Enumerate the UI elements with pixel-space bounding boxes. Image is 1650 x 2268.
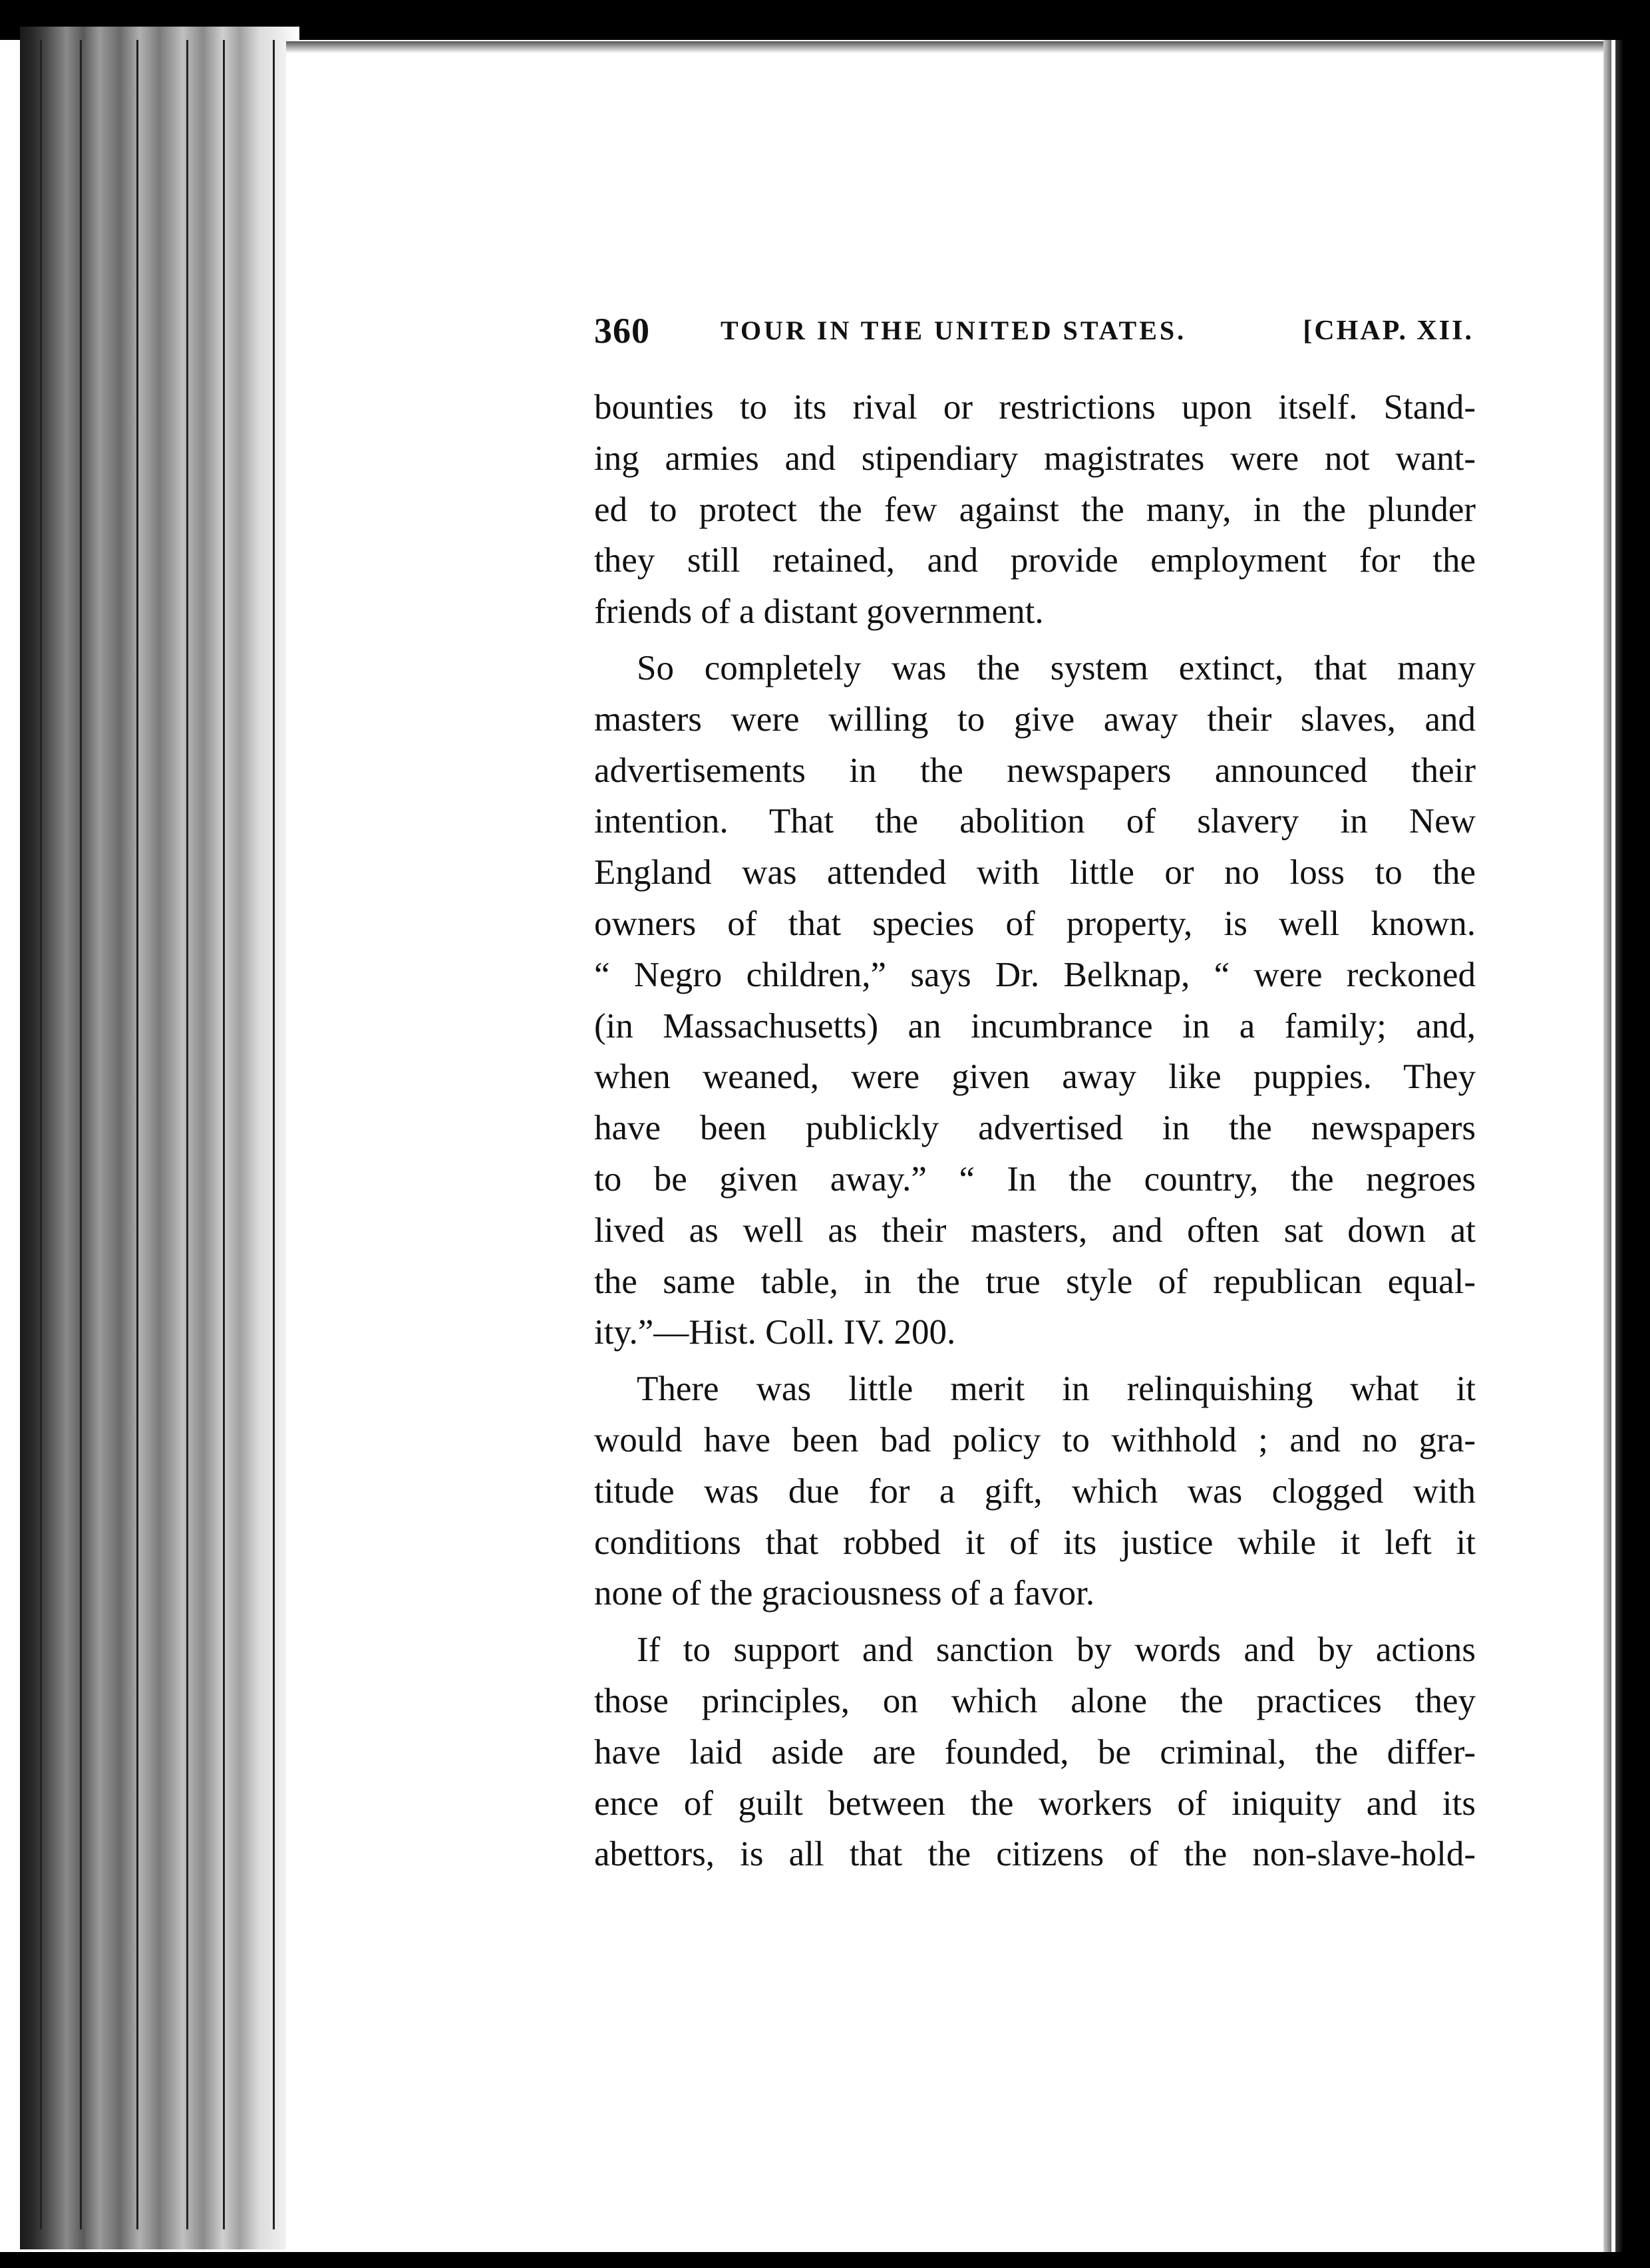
text-line: when weaned, were given away like puppies. They bbox=[594, 1057, 1476, 1097]
text-line: those principles, on which alone the practices they bbox=[594, 1681, 1476, 1720]
text-line: ence of guilt between the workers of iniquity and its bbox=[594, 1784, 1476, 1823]
text-line: abettors, is all that the citizens of the non-slave-hold- bbox=[594, 1835, 1476, 1874]
text-line: bounties to its rival or restrictions upon itself. Stand- bbox=[594, 388, 1476, 427]
text-line: If to support and sanction by words and by actions bbox=[637, 1630, 1476, 1670]
paragraph bbox=[594, 1624, 1476, 1880]
text-line: There was little merit in relinquishing what it bbox=[637, 1370, 1476, 1409]
page-edge-line bbox=[136, 40, 138, 2229]
paragraph bbox=[594, 382, 1476, 638]
text-line: would have been bad policy to withhold ; and no gra- bbox=[594, 1420, 1476, 1459]
chapter-label: [CHAP. XII. bbox=[1303, 315, 1474, 346]
text-line: the same table, in the true style of republican equal- bbox=[594, 1262, 1476, 1301]
page-edge-line bbox=[40, 40, 42, 2229]
text-line: lived as well as their masters, and often sat down at bbox=[594, 1211, 1476, 1250]
page-top-shadow bbox=[286, 41, 1603, 53]
text-line: ing armies and stipendiary magistrates were not want- bbox=[594, 439, 1476, 478]
text-line: intention. That the abolition of slavery in New bbox=[594, 802, 1476, 841]
text-line: (in Massachusetts) an incumbrance in a family; and, bbox=[594, 1006, 1476, 1045]
text-line: ed to protect the few against the many, in the plunder bbox=[594, 490, 1476, 529]
text-line: masters were willing to give away their slaves, and bbox=[594, 699, 1476, 739]
page-edge-line bbox=[80, 40, 82, 2229]
paragraph bbox=[594, 643, 1476, 1358]
text-line: titude was due for a gift, which was clogged with bbox=[594, 1471, 1476, 1511]
text-line: have been publickly advertised in the newspapers bbox=[594, 1109, 1476, 1148]
page-number: 360 bbox=[594, 311, 650, 351]
running-title: TOUR IN THE UNITED STATES. bbox=[721, 315, 1187, 345]
body-text bbox=[594, 382, 1476, 1880]
text-line: none of the graciousness of a favor. bbox=[594, 1574, 1095, 1613]
text-line: they still retained, and provide employment for the bbox=[594, 541, 1476, 580]
page-edge-line bbox=[223, 40, 225, 2229]
text-line: friends of a distant government. bbox=[594, 592, 1044, 632]
running-head bbox=[594, 307, 1474, 354]
text-line: So completely was the system extinct, that many bbox=[637, 648, 1476, 687]
page-edge-line bbox=[273, 40, 275, 2229]
text-line: conditions that robbed it of its justice while it left it bbox=[594, 1523, 1476, 1562]
scan-bottom-border bbox=[0, 2252, 1650, 2268]
text-line: have laid aside are founded, be criminal, the differ- bbox=[594, 1732, 1476, 1772]
paragraph bbox=[594, 1364, 1476, 1619]
text-line: ity.”—Hist. Coll. IV. 200. bbox=[594, 1313, 956, 1352]
text-line: to be given away.” “ In the country, the negroes bbox=[594, 1159, 1476, 1199]
book-page-edges bbox=[20, 27, 299, 2249]
text-line: advertisements in the newspapers announced their bbox=[594, 751, 1476, 790]
text-line: England was attended with little or no loss to the bbox=[594, 853, 1476, 892]
text-line: owners of that species of property, is well known. bbox=[594, 904, 1476, 943]
scan-right-gutter bbox=[1603, 40, 1650, 2252]
scan-right-gutter-highlight bbox=[1611, 40, 1615, 2252]
page-edge-line bbox=[186, 40, 188, 2229]
text-line: “ Negro children,” says Dr. Belknap, “ were reckoned bbox=[594, 955, 1476, 994]
